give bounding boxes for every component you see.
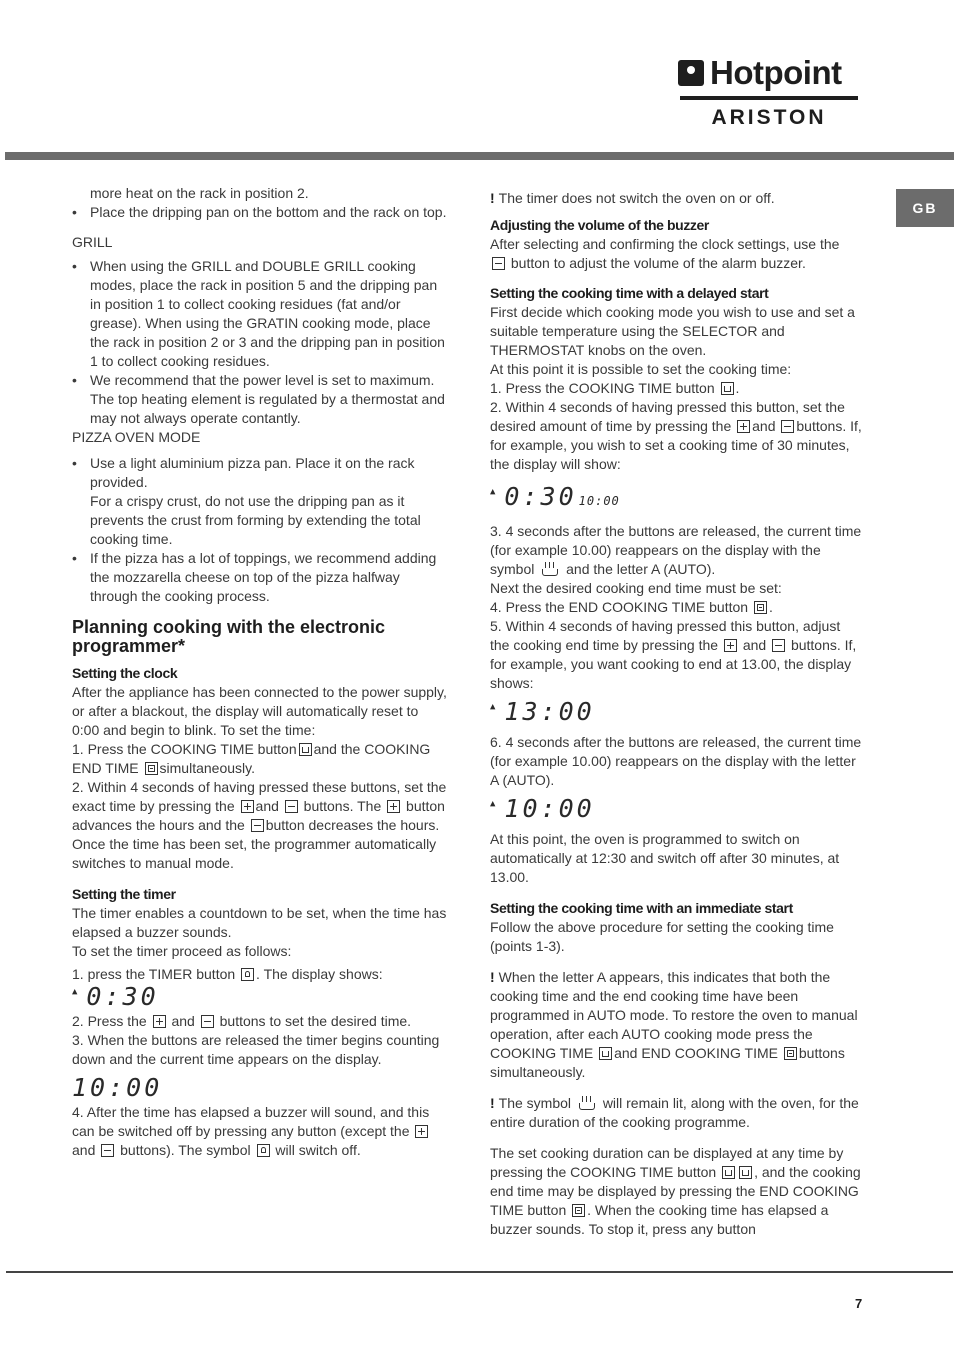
paragraph: Follow the above procedure for setting the cooking time (points 1-3). bbox=[490, 919, 834, 954]
header-bar bbox=[5, 152, 954, 160]
cooking-time-button-icon bbox=[722, 1166, 735, 1179]
paragraph: button to adjust the volume of the alarm buzzer. bbox=[490, 254, 862, 273]
bullet-item: • Use a light aluminium pizza pan. Place it on the rack provided. bbox=[72, 454, 448, 492]
clock-step-1: 1. Press the COOKING TIME button and the COOKING END TIME simultaneously. bbox=[72, 741, 431, 776]
bullet-item: • When using the GRILL and DOUBLE GRILL cooking modes, place the rack in position 5 and the dripping pan in position 1 to collect cooking residues (fat and/or grease). When using the GRATIN cooking mode, place the rack in position 2 or 3 and the dripping pan in position 1 to collect cooking residues. bbox=[72, 257, 448, 371]
language-tab: GB bbox=[896, 189, 954, 227]
paragraph: At this point it is possible to set the cooking time: bbox=[490, 361, 792, 377]
paragraph: The set cooking duration can be displayed at any time by pressing the COOKING TIME button , and the cooking end time may be displayed by pressing the END COOKING TIME button . When the cooking time has elapsed a buzzer sounds. To stop it, press any button bbox=[490, 1145, 861, 1237]
timer-step-3: 3. When the buttons are released the timer begins counting down and the current time appears on the display. bbox=[72, 1032, 440, 1067]
minus-button-icon bbox=[101, 1144, 114, 1157]
plus-button-icon bbox=[415, 1125, 428, 1138]
paragraph: After selecting and confirming the clock settings, use the bbox=[490, 236, 840, 252]
minus-button-icon bbox=[492, 257, 505, 270]
right-column bbox=[490, 189, 862, 1239]
delay-step-5: 5. Within 4 seconds of having pressed this button, adjust the cooking end time by pressing the and buttons. If, for example, you want cooking to end at 13.00, the display shows: bbox=[490, 618, 857, 691]
immediate-heading: Setting the cooking time with an immediate start bbox=[490, 900, 793, 916]
oven-heating-icon bbox=[541, 562, 559, 576]
brand-name: Hotpoint bbox=[710, 54, 842, 91]
bullet-item: • If the pizza has a lot of toppings, we recommend adding the mozzarella cheese on top of the pizza halfway through the cooking process. bbox=[72, 549, 448, 606]
note: ! When the letter A appears, this indicates that both the cooking time and the end cooking time have been programmed in AUTO mode. To restore the oven to manual operation, after each AUTO cooking mode press the COOKING TIME and END COOKING TIME buttons simultaneously. bbox=[490, 969, 858, 1080]
delay-step-6: 6. 4 seconds after the buttons are released, the current time (for example 10.00) reappears on the display with the letter A (AUTO). bbox=[490, 734, 862, 788]
lcd-display: 10:00 bbox=[72, 1073, 163, 1102]
timer-bell-icon bbox=[241, 968, 254, 981]
minus-button-icon bbox=[251, 819, 264, 832]
clock-heading: Setting the clock bbox=[72, 665, 178, 681]
cooking-time-button-icon bbox=[721, 382, 734, 395]
lcd-display: ▲ 10:00 bbox=[490, 794, 595, 823]
page-number: 7 bbox=[855, 1296, 863, 1311]
timer-step-2: 2. Press the and buttons to set the desired time. bbox=[72, 1013, 412, 1029]
paragraph: First decide which cooking mode you wish to use and set a suitable temperature using the SELECTOR and THERMOSTAT knobs on the oven. bbox=[490, 304, 855, 358]
footer-rule bbox=[6, 1271, 953, 1273]
delay-heading: Setting the cooking time with a delayed start bbox=[490, 285, 769, 301]
minus-button-icon bbox=[201, 1015, 214, 1028]
delay-step-3: 3. 4 seconds after the buttons are released, the current time (for example 10.00) reappears on the display with the symbol and the letter A (AUTO). bbox=[490, 523, 862, 577]
timer-step-1: 1. press the TIMER button . The display shows: bbox=[72, 966, 383, 982]
note: ! The symbol will remain lit, along with the oven, for the entire duration of the cooking programme. bbox=[490, 1095, 859, 1130]
minus-button-icon bbox=[285, 800, 298, 813]
timer-heading: Setting the timer bbox=[72, 886, 176, 902]
paragraph: Next the desired cooking end time must be set: bbox=[490, 580, 782, 596]
timer-bell-icon bbox=[257, 1144, 270, 1157]
paragraph: For a crispy crust, do not use the dripping pan as it prevents the crust from forming by extending the total cooking time. bbox=[90, 493, 421, 547]
delay-step-4: 4. Press the END COOKING TIME button . bbox=[490, 599, 773, 615]
paragraph: The timer enables a countdown to be set, when the time has elapsed a buzzer sounds. bbox=[72, 905, 447, 940]
end-time-button-icon bbox=[754, 601, 767, 614]
lcd-indicator-icon: ▲ bbox=[490, 702, 499, 712]
lcd-display: ▲ 0:30 10:00 bbox=[490, 482, 620, 511]
oven-heating-icon bbox=[578, 1096, 596, 1110]
cooking-time-button-icon bbox=[599, 1047, 612, 1060]
note: ! The timer does not switch the oven on or off. bbox=[490, 190, 775, 206]
lcd-indicator-icon: ▲ bbox=[72, 987, 81, 997]
plus-button-icon bbox=[387, 800, 400, 813]
paragraph: After the appliance has been connected to the power supply, or after a blackout, the display will automatically reset to 0:00 and begin to blink. To set the time: bbox=[72, 684, 447, 738]
pizza-heading: PIZZA OVEN MODE bbox=[72, 429, 201, 445]
paragraph: Once the time has been set, the programmer automatically switches to manual mode. bbox=[72, 836, 437, 871]
left-column bbox=[72, 184, 448, 1160]
plus-button-icon bbox=[153, 1015, 166, 1028]
buzzer-heading: Adjusting the volume of the buzzer bbox=[490, 217, 709, 233]
end-time-button-icon bbox=[145, 762, 158, 775]
minus-button-icon bbox=[772, 639, 785, 652]
paragraph: At this point, the oven is programmed to switch on automatically at 12:30 and switch off after 30 minutes, at 13.00. bbox=[490, 831, 840, 885]
delay-step-2: 2. Within 4 seconds of having pressed this button, set the desired amount of time by pressing the and buttons. If, for example, you wish to set a cooking time of 30 minutes, the display will show: bbox=[490, 399, 862, 472]
bullet-item: • We recommend that the power level is set to maximum. The top heating element is regulated by a thermostat and may not always operate contantly. bbox=[72, 371, 448, 428]
lcd-indicator-icon: ▲ bbox=[490, 799, 499, 809]
plus-button-icon bbox=[737, 420, 750, 433]
delay-step-1: 1. Press the COOKING TIME button . bbox=[490, 380, 740, 396]
lcd-indicator-icon: ▲ bbox=[490, 487, 499, 497]
end-time-button-icon bbox=[784, 1047, 797, 1060]
paragraph: more heat on the rack in position 2. bbox=[90, 185, 309, 201]
timer-step-4: 4. After the time has elapsed a buzzer will sound, and this can be switched off by pressing any button (except the and buttons). The symbol will switch off. bbox=[72, 1104, 430, 1158]
section-title: Planning cooking with the electronic programmer* bbox=[72, 617, 386, 656]
logo-mark-icon bbox=[678, 60, 704, 86]
grill-heading: GRILL bbox=[72, 234, 113, 250]
lcd-display: ▲ 13:00 bbox=[490, 697, 595, 726]
logo-divider bbox=[680, 96, 858, 100]
brand-sub: ARISTON bbox=[711, 106, 827, 129]
paragraph: To set the timer proceed as follows: bbox=[72, 943, 292, 959]
cooking-time-button-icon bbox=[299, 743, 312, 756]
clock-step-2: 2. Within 4 seconds of having pressed these buttons, set the exact time by pressing the and buttons. The button advances the hours and the button decreases the hours. bbox=[72, 779, 447, 833]
end-time-button-icon bbox=[572, 1204, 585, 1217]
plus-button-icon bbox=[724, 639, 737, 652]
minus-button-icon bbox=[781, 420, 794, 433]
bullet-item: • Place the dripping pan on the bottom and the rack on top. bbox=[72, 203, 448, 222]
lcd-display: ▲ 0:30 bbox=[72, 982, 159, 1011]
hotpoint-ariston-logo bbox=[678, 56, 860, 130]
cooking-time-button-icon bbox=[739, 1166, 752, 1179]
plus-button-icon bbox=[241, 800, 254, 813]
